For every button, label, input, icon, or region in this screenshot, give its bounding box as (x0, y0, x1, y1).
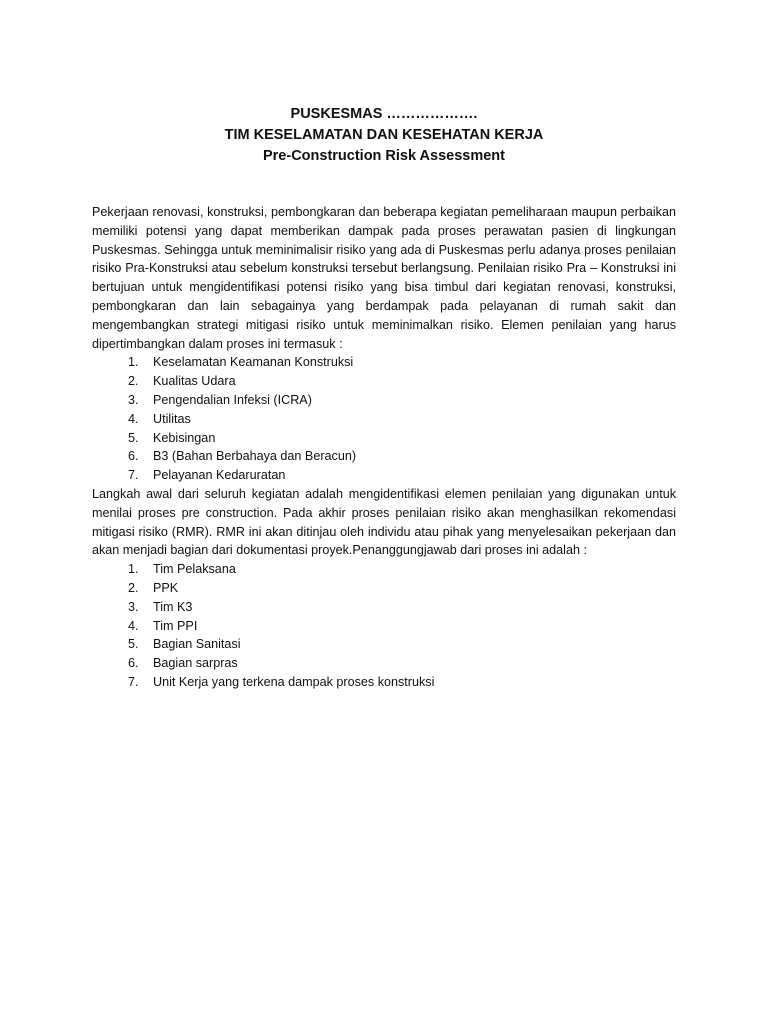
list-item (92, 579, 676, 598)
list-number: 7. (128, 468, 139, 483)
list-number: 6. (128, 449, 139, 464)
list-number: 1. (128, 562, 139, 577)
list-item (92, 466, 676, 485)
document-page (92, 104, 676, 692)
responsible-parties-list (92, 560, 676, 692)
list-number: 5. (128, 637, 139, 652)
list-number: 2. (128, 580, 139, 595)
list-number: 4. (128, 411, 139, 426)
second-paragraph: Langkah awal dari seluruh kegiatan adalah mengidentifikasi elemen penilaian yang digunakan untuk menilai proses pre construction. Pada akhir proses penilaian risiko akan menghasilkan rekomendasi mitigasi risiko (RMR). RMR ini akan ditinjau oleh individu atau pihak yang menyelesaikan pekerjaan dan akan menjadi bagian dari dokumentasi proyek.Penanggungjawab dari proses ini adalah : (92, 486, 676, 558)
team-title: TIM KESELAMATAN DAN KESEHATAN KERJA (224, 127, 544, 143)
list-item (92, 429, 676, 448)
list-item-text: Tim K3 (153, 599, 193, 614)
list-item-text: Utilitas (153, 411, 191, 426)
list-item-text: Pengendalian Infeksi (ICRA) (153, 392, 312, 407)
list-item-text: B3 (Bahan Berbahaya dan Beracun) (153, 449, 357, 464)
list-item (92, 617, 676, 636)
intro-paragraph: Pekerjaan renovasi, konstruksi, pembongkaran dan beberapa kegiatan pemeliharaan maupun perbaikan memiliki potensi yang dapat memberikan dampak pada proses perawatan pasien di lingkungan Puskesmas. Sehingga untuk meminimalisir risiko yang ada di Puskesmas perlu adanya proses penilaian risiko Pra-Konstruksi atau sebelum konstruksi tersebut berlangsung. Penilaian risiko Pra – Konstruksi ini bertujuan untuk mengidentifikasi potensi risiko yang bisa timbul dari kegiatan renovasi, konstruksi, pembongkaran dan lain sebagainya yang berdampak pada pelayanan di rumah sakit dan mengembangkan strategi mitigasi risiko untuk meminimalkan risiko. Elemen penilaian yang harus dipertimbangkan dalam proses ini termasuk : (92, 205, 676, 351)
list-item (92, 353, 676, 372)
list-number: 1. (128, 355, 139, 370)
list-item (92, 372, 676, 391)
list-number: 5. (128, 430, 139, 445)
list-item (92, 654, 676, 673)
list-number: 3. (128, 392, 139, 407)
list-item-text: Kualitas Udara (153, 374, 236, 389)
list-number: 6. (128, 656, 139, 671)
list-item-text: Keselamatan Keamanan Konstruksi (153, 355, 354, 370)
list-number: 2. (128, 374, 139, 389)
list-item-text: Unit Kerja yang terkena dampak proses konstruksi (153, 674, 435, 689)
list-item (92, 410, 676, 429)
list-item (92, 560, 676, 579)
list-number: 3. (128, 599, 139, 614)
list-item (92, 673, 676, 692)
document-subtitle: Pre-Construction Risk Assessment (262, 148, 505, 164)
list-item (92, 598, 676, 617)
list-item-text: Kebisingan (153, 430, 216, 445)
document-header (92, 104, 676, 167)
list-item (92, 635, 676, 654)
puskesmas-title: PUSKESMAS ………………. (290, 106, 478, 122)
list-item (92, 447, 676, 466)
list-item-text: Tim PPI (153, 618, 198, 633)
list-item-text: Bagian Sanitasi (153, 637, 241, 652)
list-item-text: Tim Pelaksana (153, 562, 236, 577)
list-number: 4. (128, 618, 139, 633)
list-item-text: PPK (153, 580, 179, 595)
assessment-elements-list (92, 353, 676, 485)
list-item (92, 391, 676, 410)
list-item-text: Pelayanan Kedaruratan (153, 468, 286, 483)
list-item-text: Bagian sarpras (153, 656, 238, 671)
list-number: 7. (128, 674, 139, 689)
